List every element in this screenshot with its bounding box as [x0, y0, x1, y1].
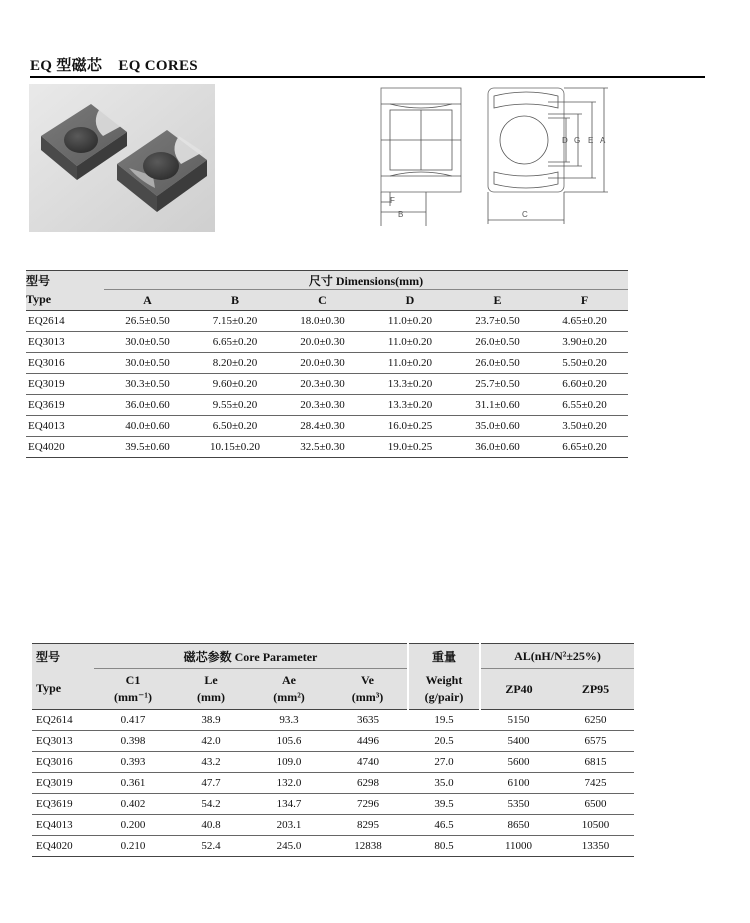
weight-header-cn: 重量 [408, 644, 480, 669]
value-cell: 80.5 [408, 836, 480, 857]
ae-unit: (mm²) [273, 690, 305, 704]
value-cell: 3635 [328, 710, 408, 731]
value-cell: 0.361 [94, 773, 172, 794]
value-cell: 20.3±0.30 [279, 374, 366, 395]
value-cell: 0.398 [94, 731, 172, 752]
core-parameter-group-header: 磁芯参数 Core Parameter [94, 644, 408, 669]
value-cell: 0.402 [94, 794, 172, 815]
type-cell: EQ3016 [32, 752, 94, 773]
value-cell: 6.55±0.20 [541, 395, 628, 416]
value-cell: 6500 [557, 794, 634, 815]
table-row [26, 353, 628, 374]
value-cell: 25.7±0.50 [454, 374, 541, 395]
value-cell: 42.0 [172, 731, 250, 752]
value-cell: 16.0±0.25 [366, 416, 454, 437]
value-cell: 52.4 [172, 836, 250, 857]
c1-unit: (mm⁻¹) [114, 690, 152, 704]
c1-name: C1 [125, 673, 141, 687]
column-header-f: F [541, 290, 628, 311]
value-cell: 13.3±0.20 [366, 395, 454, 416]
type-cell: EQ4020 [26, 437, 104, 458]
top-view [488, 88, 608, 224]
product-photo [29, 84, 215, 232]
al-group-header: AL(nH/N²±25%) [480, 644, 634, 669]
value-cell: 13350 [557, 836, 634, 857]
value-cell: 6.65±0.20 [191, 332, 279, 353]
table-row [32, 710, 634, 731]
table-row [32, 836, 634, 857]
value-cell: 11.0±0.20 [366, 311, 454, 332]
table-row [32, 794, 634, 815]
column-header-d: D [366, 290, 454, 311]
type-cell: EQ4020 [32, 836, 94, 857]
param-type-header-cn: 型号 [32, 644, 94, 669]
value-cell: 5400 [480, 731, 557, 752]
value-cell: 0.200 [94, 815, 172, 836]
value-cell: 27.0 [408, 752, 480, 773]
value-cell: 0.417 [94, 710, 172, 731]
type-cell: EQ3619 [32, 794, 94, 815]
type-cell: EQ4013 [32, 815, 94, 836]
type-cell: EQ2614 [26, 311, 104, 332]
label-b: B [398, 210, 404, 219]
table-row [32, 752, 634, 773]
value-cell: 4.65±0.20 [541, 311, 628, 332]
value-cell: 7425 [557, 773, 634, 794]
value-cell: 245.0 [250, 836, 328, 857]
value-cell: 8650 [480, 815, 557, 836]
column-header-zp40: ZP40 [480, 669, 557, 710]
type-cell: EQ3013 [32, 731, 94, 752]
column-header-le [172, 669, 250, 710]
value-cell: 134.7 [250, 794, 328, 815]
value-cell: 4740 [328, 752, 408, 773]
value-cell: 28.4±0.30 [279, 416, 366, 437]
value-cell: 3.50±0.20 [541, 416, 628, 437]
page-title: EQ 型磁芯 EQ CORES [30, 58, 198, 74]
value-cell: 36.0±0.60 [104, 395, 191, 416]
param-type-header-en: Type [32, 669, 94, 710]
value-cell: 20.5 [408, 731, 480, 752]
title-bar [30, 56, 705, 78]
label-e: E [588, 136, 594, 145]
value-cell: 12838 [328, 836, 408, 857]
ae-name: Ae [282, 673, 296, 687]
label-c: C [522, 210, 528, 219]
value-cell: 5600 [480, 752, 557, 773]
value-cell: 6815 [557, 752, 634, 773]
value-cell: 9.55±0.20 [191, 395, 279, 416]
ve-name: Ve [361, 673, 374, 687]
label-g: G [574, 136, 581, 145]
table-row [32, 773, 634, 794]
type-cell: EQ4013 [26, 416, 104, 437]
value-cell: 6.65±0.20 [541, 437, 628, 458]
value-cell: 5150 [480, 710, 557, 731]
dimensions-table [26, 270, 628, 458]
value-cell: 36.0±0.60 [454, 437, 541, 458]
table-row [26, 332, 628, 353]
dimension-drawing [376, 84, 622, 230]
value-cell: 0.210 [94, 836, 172, 857]
value-cell: 35.0 [408, 773, 480, 794]
value-cell: 203.1 [250, 815, 328, 836]
value-cell: 18.0±0.30 [279, 311, 366, 332]
value-cell: 30.0±0.50 [104, 353, 191, 374]
column-header-e: E [454, 290, 541, 311]
weight-name: Weight [425, 672, 463, 687]
value-cell: 46.5 [408, 815, 480, 836]
value-cell: 23.7±0.50 [454, 311, 541, 332]
value-cell: 19.5 [408, 710, 480, 731]
value-cell: 6298 [328, 773, 408, 794]
table-row [26, 311, 628, 332]
value-cell: 6.60±0.20 [541, 374, 628, 395]
type-header-en: Type [26, 290, 104, 311]
value-cell: 6575 [557, 731, 634, 752]
core-parameter-table-body [32, 710, 634, 857]
value-cell: 40.0±0.60 [104, 416, 191, 437]
value-cell: 10500 [557, 815, 634, 836]
value-cell: 5350 [480, 794, 557, 815]
label-a: A [600, 136, 606, 145]
type-cell: EQ3019 [32, 773, 94, 794]
type-cell: EQ3013 [26, 332, 104, 353]
value-cell: 20.0±0.30 [279, 353, 366, 374]
column-header-zp95: ZP95 [557, 669, 634, 710]
table-row [32, 815, 634, 836]
value-cell: 8.20±0.20 [191, 353, 279, 374]
label-d: D [562, 136, 568, 145]
core-parameter-table [32, 643, 634, 857]
table-row [26, 416, 628, 437]
value-cell: 26.0±0.50 [454, 353, 541, 374]
column-header-c: C [279, 290, 366, 311]
value-cell: 5.50±0.20 [541, 353, 628, 374]
value-cell: 47.7 [172, 773, 250, 794]
value-cell: 26.5±0.50 [104, 311, 191, 332]
value-cell: 8295 [328, 815, 408, 836]
value-cell: 20.0±0.30 [279, 332, 366, 353]
value-cell: 31.1±0.60 [454, 395, 541, 416]
table-row [26, 395, 628, 416]
value-cell: 7.15±0.20 [191, 311, 279, 332]
value-cell: 13.3±0.20 [366, 374, 454, 395]
value-cell: 7296 [328, 794, 408, 815]
le-unit: (mm) [197, 690, 225, 704]
value-cell: 30.0±0.50 [104, 332, 191, 353]
value-cell: 93.3 [250, 710, 328, 731]
type-cell: EQ3019 [26, 374, 104, 395]
type-cell: EQ2614 [32, 710, 94, 731]
column-header-c1 [94, 669, 172, 710]
value-cell: 43.2 [172, 752, 250, 773]
table-row [26, 374, 628, 395]
value-cell: 6250 [557, 710, 634, 731]
weight-unit: (g/pair) [424, 689, 464, 704]
value-cell: 11000 [480, 836, 557, 857]
value-cell: 32.5±0.30 [279, 437, 366, 458]
value-cell: 19.0±0.25 [366, 437, 454, 458]
type-cell: EQ3619 [26, 395, 104, 416]
value-cell: 6.50±0.20 [191, 416, 279, 437]
dimensions-group-header: 尺寸 Dimensions(mm) [104, 271, 628, 290]
value-cell: 105.6 [250, 731, 328, 752]
ve-unit: (mm³) [351, 690, 384, 704]
type-header-cn: 型号 [26, 271, 104, 290]
value-cell: 30.3±0.50 [104, 374, 191, 395]
value-cell: 10.15±0.20 [191, 437, 279, 458]
value-cell: 0.393 [94, 752, 172, 773]
value-cell: 132.0 [250, 773, 328, 794]
value-cell: 38.9 [172, 710, 250, 731]
value-cell: 40.8 [172, 815, 250, 836]
value-cell: 11.0±0.20 [366, 332, 454, 353]
label-f: F [390, 196, 395, 205]
column-header-ae [250, 669, 328, 710]
value-cell: 11.0±0.20 [366, 353, 454, 374]
table-row [26, 437, 628, 458]
value-cell: 20.3±0.30 [279, 395, 366, 416]
value-cell: 54.2 [172, 794, 250, 815]
value-cell: 39.5 [408, 794, 480, 815]
value-cell: 9.60±0.20 [191, 374, 279, 395]
column-header-b: B [191, 290, 279, 311]
value-cell: 6100 [480, 773, 557, 794]
value-cell: 3.90±0.20 [541, 332, 628, 353]
type-cell: EQ3016 [26, 353, 104, 374]
value-cell: 4496 [328, 731, 408, 752]
value-cell: 35.0±0.60 [454, 416, 541, 437]
value-cell: 39.5±0.60 [104, 437, 191, 458]
table-row [32, 731, 634, 752]
column-header-weight [408, 669, 480, 710]
value-cell: 109.0 [250, 752, 328, 773]
column-header-a: A [104, 290, 191, 311]
side-view [381, 88, 461, 226]
value-cell: 26.0±0.50 [454, 332, 541, 353]
le-name: Le [204, 673, 218, 687]
column-header-ve [328, 669, 408, 710]
dimensions-table-body [26, 311, 628, 458]
